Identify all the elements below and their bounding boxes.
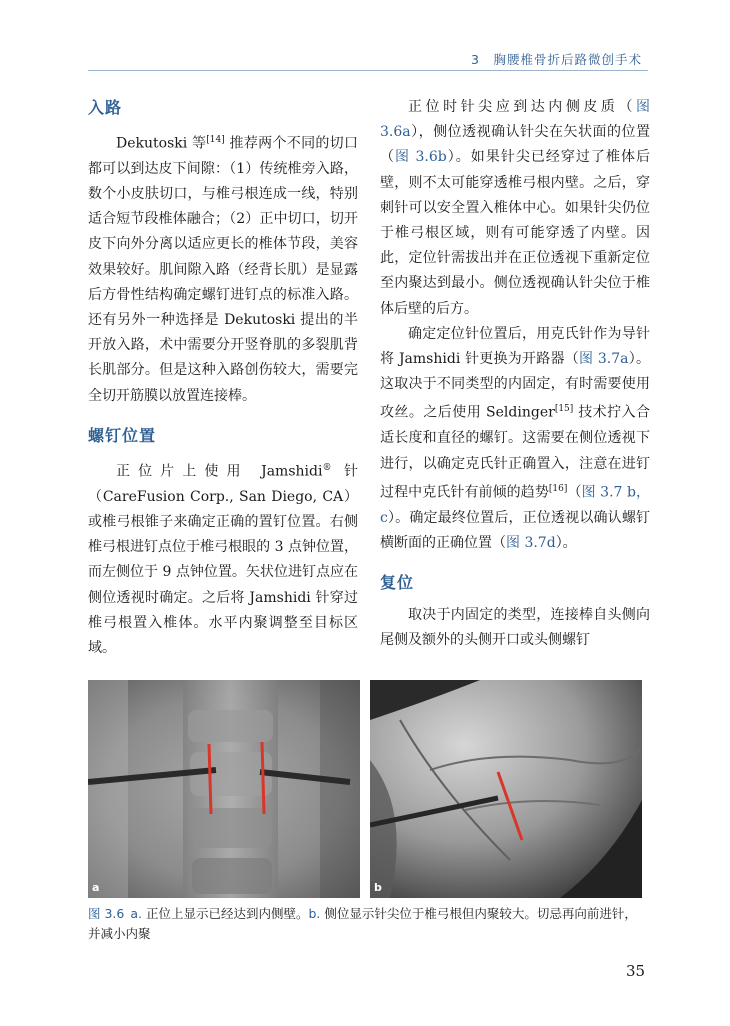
text-span: ）。这取决于不同类型的内固定，有时需要使用攻丝。之后使用 Seldinger: [380, 351, 651, 422]
section-heading-approach: 入路: [88, 98, 123, 117]
xray-ap-illustration: [88, 680, 360, 898]
text-span: ）。如果针尖已经穿过了椎体后壁，则不太可能穿透椎弓根内壁。之后，穿刺针可以安全置入椎体中心。如果针尖仍位于椎弓根区域，则有可能穿透了内壁。因此，定位针需拔出并在正位透视下重新定位至内聚达到最小。侧位透视确认针尖位于椎体后壁的后方。: [380, 149, 651, 317]
running-header: [88, 48, 648, 71]
text-span: （: [567, 484, 582, 501]
text-span: 正位片上使用 Jamshidi: [116, 463, 323, 480]
caption-figure-number: 图 3.6: [88, 906, 125, 921]
caption-label-b: b.: [308, 906, 321, 921]
caption-label-a: a.: [130, 906, 142, 921]
panel-label-a: a: [92, 881, 100, 894]
xray-lateral-illustration: [370, 680, 642, 898]
paragraph-guidewire: [380, 322, 650, 556]
page-number: 35: [626, 962, 646, 980]
caption-text-b: 侧位显示针尖位于椎弓根但内聚较大。切忌再向前进针，并减小内聚: [88, 906, 637, 941]
xray-lateral-image: [370, 680, 642, 898]
citation-ref: [15]: [554, 404, 574, 415]
paragraph-needle-tip: [380, 95, 650, 322]
section-heading-screw-position: 螺钉位置: [88, 425, 157, 445]
figure-link[interactable]: 图 3.7d: [506, 534, 556, 551]
panel-label-b: b: [374, 881, 382, 894]
paragraph-screw-position: [88, 456, 358, 661]
paragraph-reduction: 取决于内固定的类型，连接棒自头侧向尾侧及额外的头侧开口或头侧螺钉: [380, 606, 650, 649]
left-column: [88, 95, 358, 661]
text-span: ）。确定最终位置后，正位透视以确认螺钉横断面的正确位置（: [380, 509, 650, 551]
right-column: [380, 95, 650, 653]
text-span: 正位时针尖应到达内侧皮质（: [408, 99, 636, 115]
registered-mark: ®: [322, 462, 332, 473]
citation-ref: [16]: [548, 483, 568, 494]
figure-link[interactable]: 图 3.7 b，c: [380, 484, 650, 526]
section-heading-reduction: 复位: [380, 572, 415, 592]
xray-ap-image: [88, 680, 360, 898]
figure-3-6: [88, 680, 642, 898]
text-span: 确定定位针位置后，用克氏针作为导针将 Jamshidi 针更换为开路器（: [380, 325, 650, 368]
text-span: Dekutoski 等: [116, 135, 207, 152]
figure-link[interactable]: 图 3.6b: [395, 149, 447, 166]
citation-ref: [14]: [206, 135, 225, 145]
text-span: ），侧位透视确认针尖在矢状面的位置（: [380, 124, 650, 166]
chapter-title: 3 胸腰椎骨折后路微创手术: [471, 52, 642, 67]
figure-caption: [88, 904, 644, 944]
text-span: 针（CareFusion Corp., San Diego, CA）或椎弓根锥子来确定正确的置钉位置。右侧椎弓根进钉点位于椎弓根眼的 3 点钟位置，而左侧位于 9 点钟位置。矢状位进钉点应在侧位透视时确定。之后将 Jamshidi 针穿过椎弓根置入椎体。水平内聚调整至目标区域。: [88, 463, 358, 656]
paragraph-approach: [88, 128, 358, 409]
text-span: 推荐两个不同的切口都可以到达皮下间隙：（1）传统椎旁入路，数个小皮肤切口，与椎弓根连成一线，特别适合短节段椎体融合；（2）正中切口，切开皮下向外分离以适应更长的椎体节段，美容效果较好。肌间隙入路（经背长肌）是显露后方骨性结构确定螺钉进钉点的标准入路。还有另外一种选择是 Dekutoski 提出的半开放入路，术中需要分开竖脊肌的多裂肌背长肌部分。但是这种入路创伤较大，需要完全切开筋膜以放置连接棒。: [88, 135, 358, 404]
text-span: ）。: [555, 534, 577, 551]
figure-link[interactable]: 图 3.7a: [578, 351, 629, 368]
text-span: 技术拧入合适长度和直径的螺钉。这需要在侧位透视下进行，以确定克氏针正确置入，注意在进钉过程中克氏针有前倾的趋势: [380, 405, 651, 501]
caption-text-a: 正位上显示已经达到内侧壁。: [142, 906, 309, 921]
figure-link[interactable]: 图 3.6a: [380, 99, 650, 141]
